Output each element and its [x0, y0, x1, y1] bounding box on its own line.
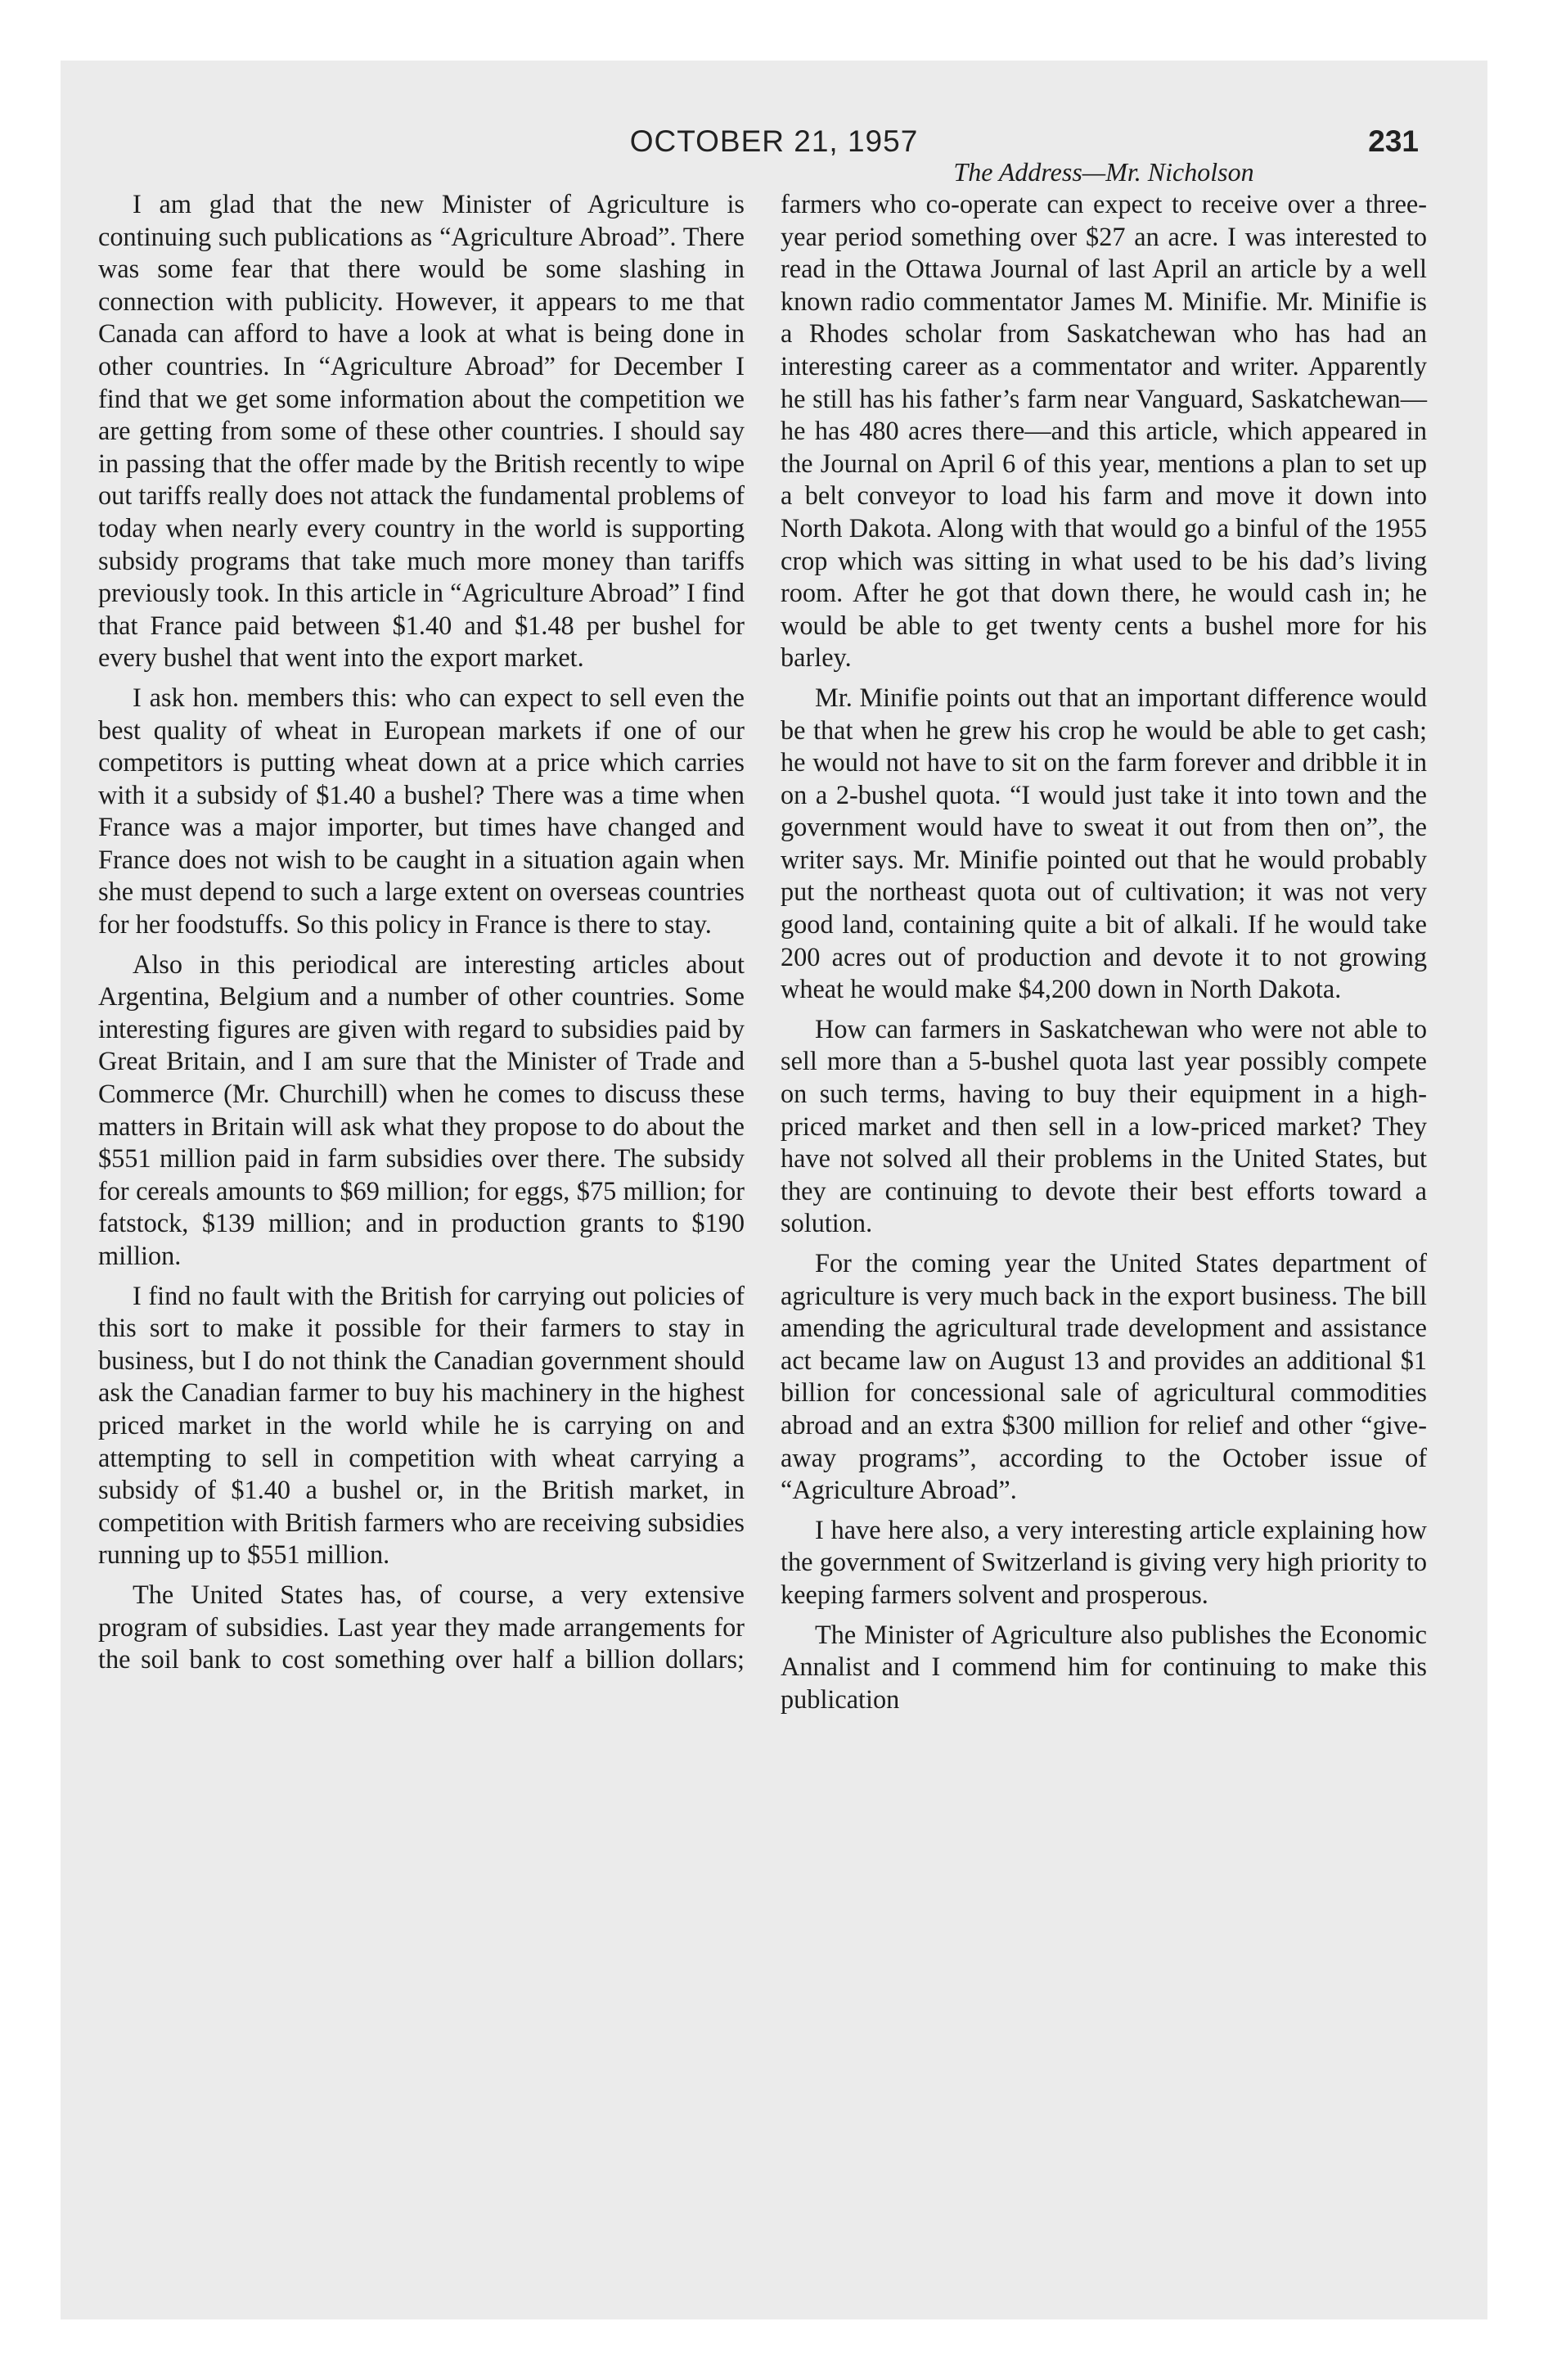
running-head: The Address—Mr. Nicholson [953, 157, 1254, 187]
header-date: OCTOBER 21, 1957 [629, 124, 919, 158]
left-paragraph-4: I find no fault with the British for carrying out policies of this sort to make it possible for their farmers to stay in business, but I do not think the Canadian government should ask the Canadian farmer to buy his machinery in the highest priced market in the world while he is carrying on and attempting to sell in competition with wheat carrying a subsidy of $1.40 a bushel or, in the British market, in competition with British farmers who are receiving subsidies running up to $551 million. [98, 1280, 745, 1570]
right-paragraph-2: Mr. Minifie points out that an important difference would be that when he grew his crop he would be able to get cash; he would not have to sit on the farm forever and dribble it in on a 2-bushel quota. “I would just take it into town and the government would have to sweat it out from then on”, the writer says. Mr. Minifie pointed out that he would probably put the northeast quota out of cultivation; it was not very good land, containing quite a bit of alkali. If he would take 200 acres out of production and devote it to not growing wheat he would make $4,200 down in North Dakota. [781, 682, 1427, 1004]
left-paragraph-2: I ask hon. members this: who can expect to sell even the best quality of wheat in European markets if one of our competitors is putting wheat down at a price which carries with it a subsidy of $1.40 a bushel? There was a time when France was a major importer, but times have changed and France does not wish to be caught in a situation again when she must depend to such a large extent on overseas countries for her foodstuffs. So this policy in France is there to stay. [98, 682, 745, 940]
right-column [781, 156, 1427, 1723]
left-paragraph-1: I am glad that the new Minister of Agriculture is continuing such publications as “Agriculture Abroad”. There was some fear that there would be some slashing in connection with publicity. However, it appears to me that Canada can afford to have a look at what is being done in other countries. In “Agriculture Abroad” for December I find that we get some information about the competition we are getting from some of these other countries. I should say in passing that the offer made by the British recently to wipe out tariffs really does not attack the fundamental problems of today when nearly every country in the world is supporting subsidy programs that take much more money than tariffs previously took. In this article in “Agriculture Abroad” I find that France paid between $1.40 and $1.48 per bushel for every bushel that went into the export market. [98, 189, 745, 673]
right-paragraph-4: For the coming year the United States department of agriculture is very much back in the export business. The bill amending the agricultural trade development and assistance act became law on August 13 and provides an additional $1 billion for concessional sale of agricultural commodities abroad and an extra $300 million for relief and other “give-away programs”, according to the October issue of “Agriculture Abroad”. [781, 1248, 1427, 1505]
left-column [98, 188, 745, 1684]
page-number: 231 [1368, 124, 1419, 158]
right-paragraph-6: The Minister of Agriculture also publishes the Economic Annalist and I commend him for continuing to make this publication [781, 1619, 1427, 1714]
document-page [61, 61, 1487, 2319]
left-paragraph-3: Also in this periodical are interesting articles about Argentina, Belgium and a number of other countries. Some interesting figures are given with regard to subsidies paid by Great Britain, and I am sure that the Minister of Trade and Commerce (Mr. Churchill) when he comes to discuss these matters in Britain will ask what they propose to do about the $551 million paid in farm subsidies over there. The subsidy for cereals amounts to $69 million; for eggs, $75 million; for fatstock, $139 million; and in production grants to $190 million. [98, 949, 745, 1270]
right-paragraph-3: How can farmers in Saskatchewan who were not able to sell more than a 5-bushel quota last year possibly compete on such terms, having to buy their equipment in a high-priced market and then sell in a low-priced market? They have not solved all their problems in the United States, but they are continuing to devote their best efforts toward a solution. [781, 1013, 1427, 1238]
left-paragraph-5: The United States has, of course, a very extensive program of subsidies. Last year they made arrangements for the soil bank to cost something over half a billion dollars; [98, 1579, 745, 1675]
right-paragraph-1: farmers who co-operate can expect to receive over a three-year period something over $27 an acre. I was interested to read in the Ottawa Journal of last April an article by a well known radio commentator James M. Minifie. Mr. Minifie is a Rhodes scholar from Saskatchewan who has had an interesting career as a commentator and writer. Apparently he still has his father’s farm near Vanguard, Saskatchewan—he has 480 acres there—and this article, which appeared in the Journal on April 6 of this year, mentions a plan to set up a belt conveyor to load his farm and move it down into North Dakota. Along with that would go a binful of the 1955 crop which was sitting in what used to be his dad’s living room. After he got that down there, he would cash in; he would be able to get twenty cents a bushel more for his barley. [781, 189, 1427, 673]
right-paragraph-5: I have here also, a very interesting article explaining how the government of Switzerland is giving very high priority to keeping farmers solvent and prosperous. [781, 1514, 1427, 1609]
